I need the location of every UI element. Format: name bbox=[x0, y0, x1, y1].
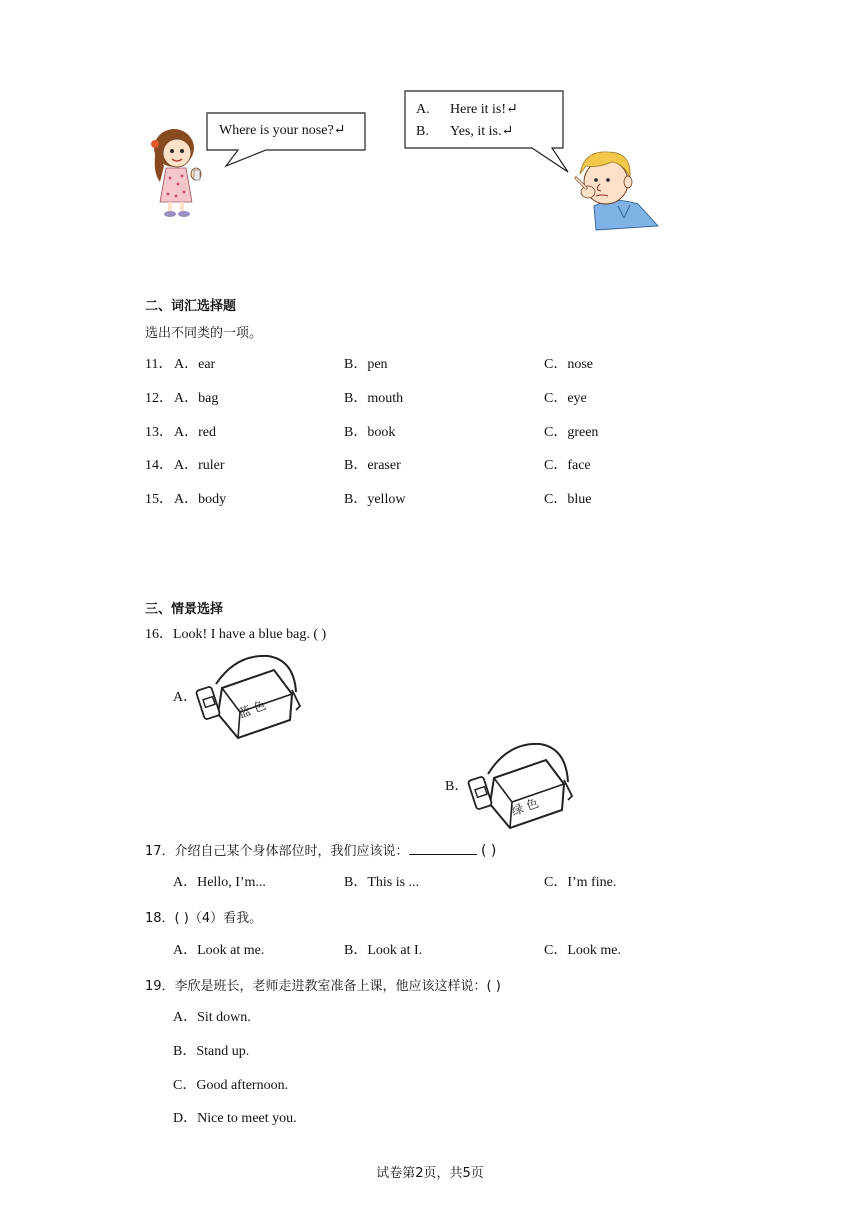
boy-option-b bbox=[416, 122, 513, 142]
question-number: 14． bbox=[145, 458, 173, 473]
question-number: 15． bbox=[145, 492, 173, 507]
option-a[interactable]: A．ear bbox=[174, 357, 216, 372]
option-c[interactable]: C．nose bbox=[544, 357, 593, 372]
q16-option-b-label[interactable]: B． bbox=[445, 779, 469, 794]
question-18-stem: 18．( )（4）看我。 bbox=[145, 911, 263, 926]
q17-answer-blank[interactable] bbox=[409, 841, 477, 855]
option-c[interactable]: C．blue bbox=[544, 492, 592, 507]
option-b[interactable]: B．pen bbox=[344, 357, 388, 372]
q18-option-b[interactable]: B．Look at I. bbox=[344, 943, 423, 958]
boy-option-b-text: Yes, it is.↵ bbox=[450, 124, 514, 139]
q17-option-c[interactable]: C．I’m fine. bbox=[544, 875, 617, 890]
q19-option-c[interactable]: C．Good afternoon. bbox=[173, 1078, 289, 1093]
q18-option-c[interactable]: C．Look me. bbox=[544, 943, 621, 958]
section3-heading: 三、情景选择 bbox=[145, 602, 224, 617]
question-number: 11． bbox=[145, 357, 173, 372]
option-a[interactable]: A．body bbox=[174, 492, 227, 507]
page-footer: 试卷第2页，共5页 bbox=[376, 1166, 484, 1181]
question-17-stem bbox=[145, 840, 496, 860]
option-b[interactable]: B．mouth bbox=[344, 391, 404, 406]
boy-option-a-letter: A. bbox=[416, 102, 430, 117]
q19-option-d[interactable]: D．Nice to meet you. bbox=[173, 1111, 297, 1126]
option-b[interactable]: B．eraser bbox=[344, 458, 401, 473]
q18-option-a[interactable]: A．Look at me. bbox=[173, 943, 265, 958]
option-a[interactable]: A．red bbox=[174, 425, 216, 440]
option-c[interactable]: C．eye bbox=[544, 391, 587, 406]
boy-illustration bbox=[566, 148, 660, 232]
blue-bag-icon[interactable] bbox=[196, 654, 304, 740]
option-b[interactable]: B．yellow bbox=[344, 492, 406, 507]
blue-bag-label: 蓝 色 bbox=[236, 698, 268, 721]
boy-option-a bbox=[416, 100, 518, 120]
question-number: 13． bbox=[145, 425, 173, 440]
q17-option-b[interactable]: B．This is ... bbox=[344, 875, 420, 890]
option-c[interactable]: C．green bbox=[544, 425, 599, 440]
green-bag-icon[interactable] bbox=[468, 742, 576, 830]
girl-bubble-text: Where is your nose?↵ bbox=[219, 123, 346, 138]
q19-option-b[interactable]: B．Stand up. bbox=[173, 1044, 250, 1059]
question-19-stem: 19．李欣是班长，老师走进教室准备上课，他应该这样说：( ) bbox=[145, 979, 501, 994]
green-bag-label: 绿 色 bbox=[509, 795, 541, 819]
option-c[interactable]: C．face bbox=[544, 458, 591, 473]
boy-option-a-text: Here it is!↵ bbox=[450, 102, 518, 117]
option-b[interactable]: B．book bbox=[344, 425, 396, 440]
option-a[interactable]: A．ruler bbox=[174, 458, 225, 473]
section2-instruction: 选出不同类的一项。 bbox=[145, 326, 263, 341]
boy-option-b-letter: B. bbox=[416, 124, 429, 139]
option-a[interactable]: A．bag bbox=[174, 391, 219, 406]
q17-stem-paren: ( ) bbox=[476, 843, 497, 859]
question-16-stem: 16．Look! I have a blue bag. ( ) bbox=[145, 627, 327, 642]
q16-option-a-label[interactable]: A． bbox=[173, 690, 198, 705]
q17-stem-text: 17．介绍自己某个身体部位时，我们应该说： bbox=[145, 844, 409, 859]
q19-option-a[interactable]: A．Sit down. bbox=[173, 1010, 251, 1025]
girl-illustration bbox=[148, 126, 210, 218]
question-number: 12． bbox=[145, 391, 173, 406]
section2-heading: 二、词汇选择题 bbox=[145, 299, 237, 314]
q17-option-a[interactable]: A．Hello, I’m... bbox=[173, 875, 266, 890]
